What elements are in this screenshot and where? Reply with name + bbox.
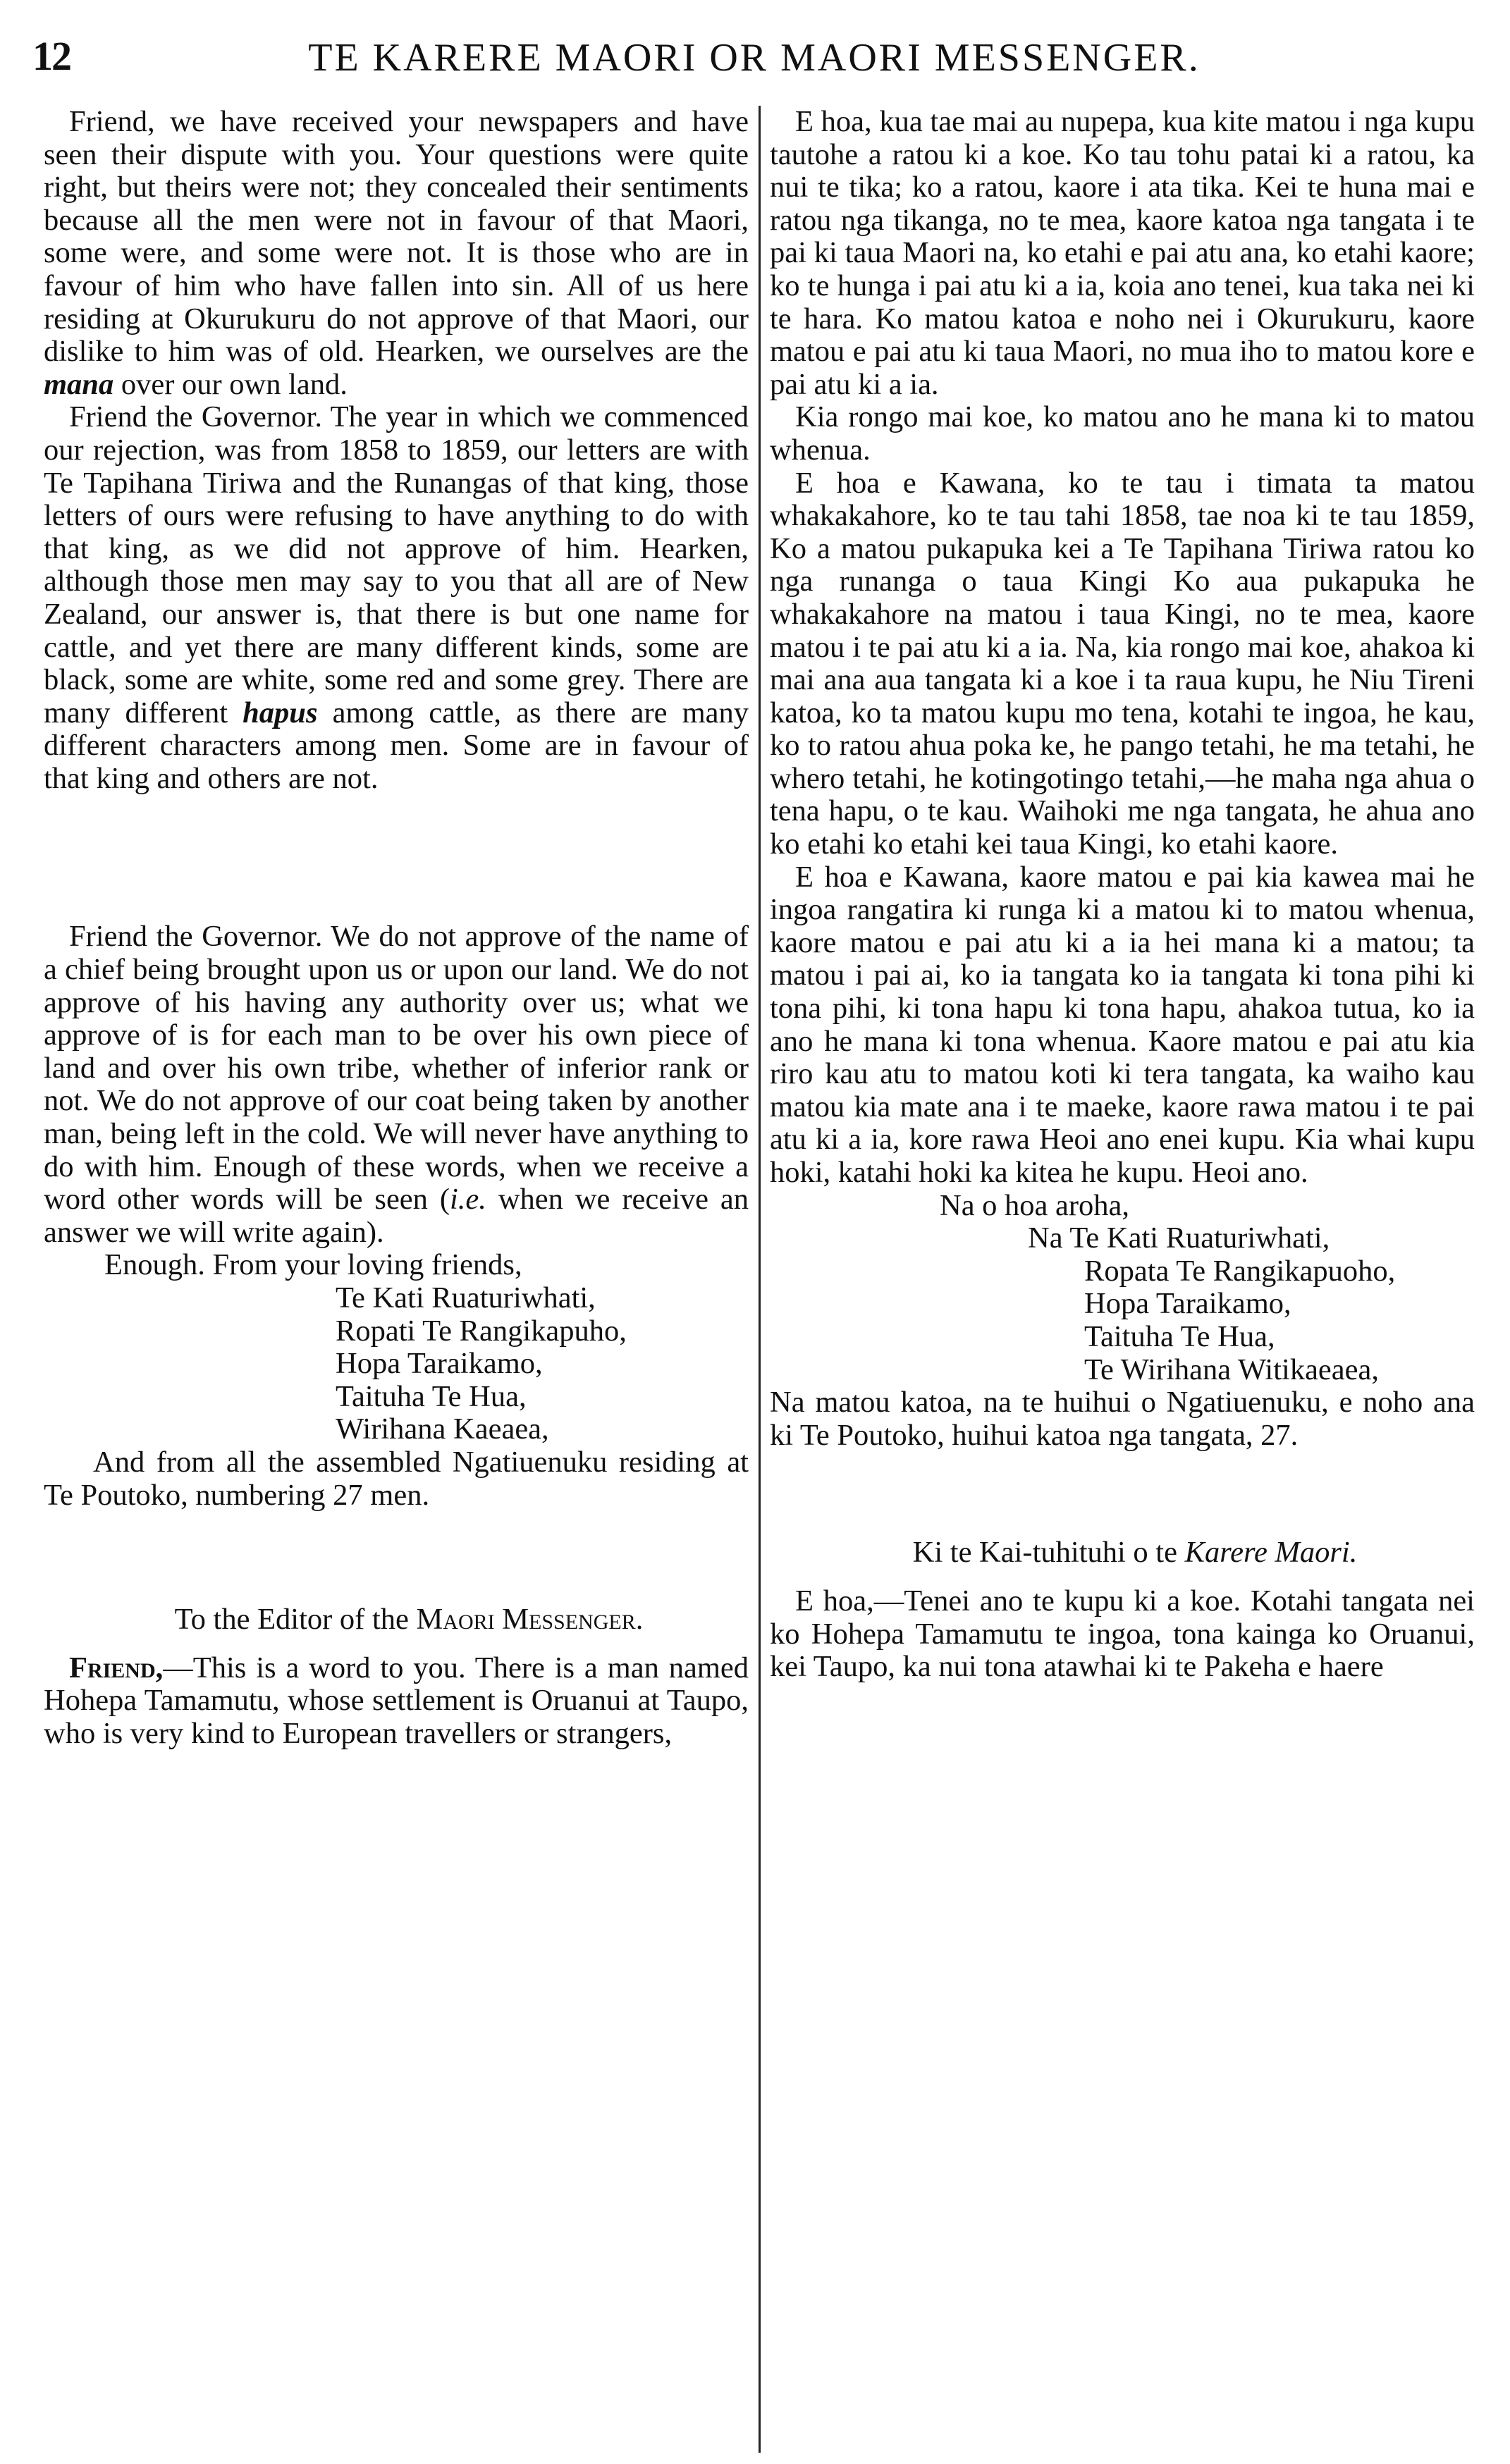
- mana-term: mana: [44, 367, 114, 401]
- english-salutation: Friend,: [69, 1651, 164, 1684]
- maori-heading-pre: Ki te Kai-tuhituhi o te: [912, 1536, 1177, 1570]
- page-header: [28, 25, 1480, 89]
- maori-column: [770, 106, 1475, 1684]
- maori-signatory-2: Ropata Te Rangikapuoho,: [1084, 1254, 1396, 1288]
- english-heading-paper: Maori Messenger.: [416, 1603, 644, 1637]
- maori-letter-heading: [770, 1536, 1475, 1570]
- english-signatory-3: Hopa Taraikamo,: [336, 1347, 543, 1381]
- english-letter-heading: [44, 1603, 749, 1637]
- maori-paragraph-1: E hoa, kua tae mai au nupepa, kua kite matou i nga kupu tautohe a ratou ki a koe. Ko tau tohu patai ki a ratou, ka nui te tika; ko a ratou, kaore i ata tika. Kei te huna mai e ratou nga tikanga, no te mea, kaore katoa nga tangata i te pai ki taua Maori na, ko etahi e pai atu ana, ko etahi kaore; ko te hunga i pai atu ki a ia, koia ano tenei, kua taka nei ki te hara. Ko matou katoa e noho nei i Okurukuru, kaore matou e pai atu ki taua Maori, no mua iho to matou kore e pai atu ki a ia.: [770, 105, 1475, 401]
- english-signatories-closing: And from all the assembled Ngatiuenuku residing at Te Poutoko, numbering 27 men.: [44, 1445, 749, 1512]
- english-signatory-1: Te Kati Ruaturiwhati,: [336, 1281, 596, 1314]
- maori-signatory-4: Taituha Te Hua,: [1084, 1319, 1275, 1353]
- english-paragraph-3-end: when we receive an answer we will write again).: [44, 1183, 749, 1249]
- english-paragraph-1-end: over our own land.: [121, 367, 348, 401]
- spacer: [44, 1637, 749, 1652]
- english-paragraph-2-text: Friend the Governor. The year in which we commenced our rejection, was from 1858 to 1859, our letters are with Te Tapihana Tiriwa and the Runangas of that king, those letters of ours were refusing to have anything to do with that king, as we did not approve of him. Hearken, although those men may say to you that all are of New Zealand, our answer is, that there is but one name for cattle, and yet there are many different kinds, some are black, some are white, some red and some grey. There are many different: [44, 400, 749, 729]
- english-paragraph-1: [44, 106, 749, 401]
- maori-signatories-closing: Na matou katoa, na te huihui o Ngatiuenuku, e noho ana ki Te Poutoko, huihui katoa nga tangata, 27.: [770, 1386, 1475, 1452]
- english-signatory-5: Wirihana Kaeaea,: [336, 1412, 549, 1446]
- english-heading-pre: To the Editor of the: [174, 1603, 409, 1637]
- english-signatory-2: Ropati Te Rangikapuho,: [336, 1314, 627, 1348]
- page-number: 12: [32, 33, 70, 79]
- maori-signatory-5: Te Wirihana Witikaeaea,: [1084, 1353, 1380, 1386]
- maori-paragraph-3: E hoa e Kawana, ko te tau i timata ta matou whakakahore, ko te tau tahi 1858, tae noa ki te tau 1859, Ko a matou pukapuka kei a Te Tapihana Tiriwa ratou ko nga runanga o taua Kingi Ko aua pukapuka he whakakahore na matou i taua Kingi, no te mea, kaore matou i te pai atu ki a ia. Na, kia rongo mai koe, ahakoa ki mai ana aua tangata ki a koe i ta raua kupu, he Niu Tireni katoa, ko ta matou kupu mo tena, kotahi te ingoa, he kau, ko to ratou ahua poka ke, he pango tetahi, he ma tetahi, he whero tetahi, he kotingotingo tetahi,—he maha nga ahua o tena hapu, o te kau. Waihoki me nga tangata, he ahua ano ko etahi ko etahi kei taua Kingi, ko etahi kaore.: [770, 466, 1475, 861]
- english-signatory-4: Taituha Te Hua,: [336, 1379, 527, 1413]
- spacer: [770, 1452, 1475, 1536]
- maori-signatory-1: Na Te Kati Ruaturiwhati,: [1028, 1221, 1330, 1255]
- english-column: [44, 106, 749, 1751]
- english-sign-off: Enough. From your loving friends,: [104, 1248, 522, 1282]
- english-paragraph-3: [44, 920, 749, 1249]
- maori-signatory-3: Hopa Taraikamo,: [1084, 1287, 1291, 1321]
- english-paragraph-1-text: Friend, we have received your newspapers and have seen their dispute with you. Your questions were quite right, but theirs were not; they concealed their sentiments because all the men were not in favour of that Maori, some were, and some were not. It is those who are in favour of him who have fallen into sin. All of us here residing at Okurukuru do not approve of that Maori, our dislike to him was of old. Hearken, we ourselves are the: [44, 105, 749, 369]
- maori-paragraph-2: Kia rongo mai koe, ko matou ano he mana ki to matou whenua.: [770, 400, 1475, 467]
- spacer: [44, 795, 749, 920]
- maori-sign-off: Na o hoa aroha,: [940, 1188, 1130, 1222]
- column-divider: [759, 106, 761, 2453]
- hapus-term: hapus: [243, 696, 318, 729]
- english-paragraph-2-end: among cattle, as there are many different characters among men. Some are in favour of that king and others are not.: [44, 696, 749, 795]
- masthead-title: TE KARERE MAORI OR MAORI MESSENGER.: [308, 36, 1201, 80]
- spacer: [44, 1512, 749, 1603]
- maori-heading-paper: Karere Maori.: [1184, 1536, 1358, 1570]
- english-paragraph-2: [44, 401, 749, 795]
- english-paragraph-3-text: Friend the Governor. We do not approve of the name of a chief being brought upon us or upon our land. We do not approve of his having any authority over us; what we approve of is for each man to be over his own piece of land and over his own tribe, whether of inferior rank or not. We do not approve of our coat being taken by another man, being left in the cold. We will never have anything to do with him. Enough of these words, when we receive a word other words will be seen (: [44, 920, 749, 1216]
- ie-abbrev: i.e.: [450, 1183, 486, 1216]
- maori-paragraph-5: E hoa,—Tenei ano te kupu ki a koe. Kotahi tangata nei ko Hohepa Tamamutu te ingoa, tona kainga ko Oruanui, kei Taupo, ka nui tona atawhai ki te Pakeha e haere: [770, 1584, 1475, 1684]
- english-paragraph-4-text: —This is a word to you. There is a man named Hohepa Tamamutu, whose settlement is Oruanui at Taupo, who is very kind to European travellers or strangers,: [44, 1651, 749, 1750]
- spacer: [770, 1570, 1475, 1585]
- maori-paragraph-4: E hoa e Kawana, kaore matou e pai kia kawea mai he ingoa rangatira ki runga ki a matou ki to matou whenua, kaore matou e pai atu ki a ia hei mana ki a matou; ta matou i pai ai, ko ia tangata ko ia tangata ki tona pihi ki tona pihi, ki tona hapu ki tona hapu, ahakoa tutua, ko ia ano he mana ki tona whenua. Kaore matou e pai atu kia riro kau atu to matou koti ki tera tangata, ka waiho kau matou kia mate ana i te maeke, kaore rawa matou i te pai atu ki a ia, kore rawa Heoi ano enei kupu. Kia whai kupu hoki, katahi hoki ka kitea he kupu. Heoi ano.: [770, 860, 1475, 1189]
- english-paragraph-4: [44, 1652, 749, 1751]
